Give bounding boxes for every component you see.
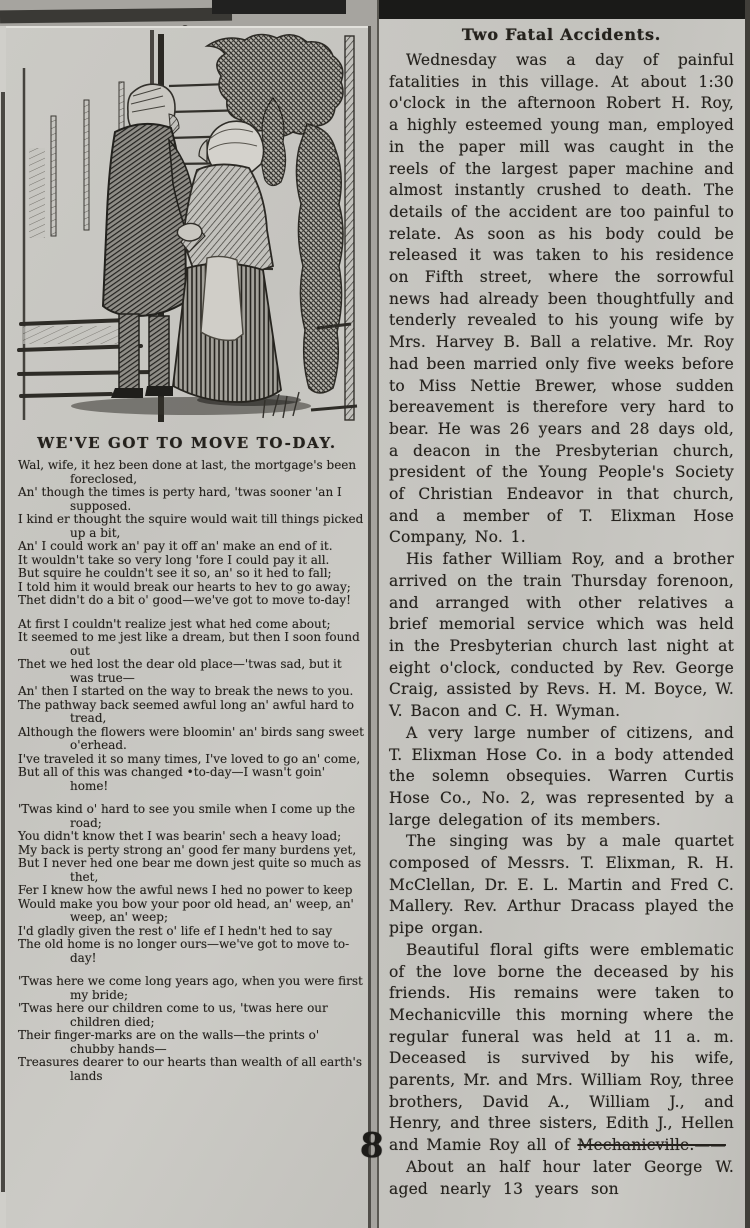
- poem-line: I've traveled it so many times, I've loved to go an' come,: [18, 751, 361, 766]
- poem-line: An' then I started on the way to break the news to you.: [18, 684, 354, 698]
- poem-line: Would make you bow your poor old head, an' weep, an' weep, an' weep;: [18, 896, 354, 924]
- poem-title: WE'VE GOT TO MOVE TO-DAY.: [37, 434, 337, 452]
- article-title: Two Fatal Accidents.: [461, 25, 662, 44]
- article-paragraph: Wednesday was a day of painful fatalities in this village. At about 1:30 o'clock in the afternoon Robert H. Roy, a highly esteemed young man, employed in the paper mill was caught in the reels of the largest paper machine and almost instantly crushed to death. The details of the accident are too painful to relate. As soon as his body could be released it was taken to his residence on Fifth street, where the sorrowful news had already been thoughtfully and tenderly revealed to his young wife by Mrs. Harvey B. Ball a relative. Mr. Roy had been married only five weeks before to Miss Nettie Brewer, whose sudden bereavement is therefore very hard to bear. He was 26 years and 28 days old, a deacon in the Presbyterian church, president of the Young People's Society of Christian Endeavor in that church, and a member of T. Elixman Hose Company, No. 1.: [389, 51, 734, 547]
- poem-line: 'Twas here we come long years ago, when you were first my bride;: [18, 974, 363, 1002]
- poem-line: Thet we hed lost the dear old place—'twas sad, but it was true—: [18, 657, 342, 685]
- left-newspaper-clipping: [6, 26, 371, 1228]
- poem-line: The old home is no longer ours—we've got to move to-day!: [18, 937, 350, 965]
- poem-line: Thet didn't do a bit o' good—we've got to move to-day!: [18, 593, 351, 607]
- article-paragraph: A very large number of citizens, and T. Elixman Hose Co. in a body attended the solemn obsequies. Warren Curtis Hose Co., No. 2, was represented by a large delegation of its members.: [389, 723, 734, 829]
- article-paragraph: His father William Roy, and a brother arrived on the train Thursday forenoon, and arranged with other relatives a brief memorial service which was held in the Presbyterian church last night at eight o'clock, conducted by Rev. George Craig, assisted by Revs. H. M. Boyce, W. V. Bacon and C. H. Wyman.: [389, 550, 734, 721]
- poem-line: But I never hed one bear me down jest quite so much as thet,: [18, 856, 362, 884]
- clipping-edge-bar: [212, 0, 346, 14]
- poem-line: It seemed to me jest like a dream, but then I soon found out: [18, 630, 360, 658]
- article-paragraph: The singing was by a male quartet composed of Messrs. T. Elixman, R. H. McClellan, Dr. E. L. Martin and Fred C. Mallery. Rev. Arthur Dracass played the pipe organ.: [389, 832, 734, 938]
- poem-line: It wouldn't take so very long 'fore I could pay it all.: [18, 552, 330, 567]
- poem-line: I kind er thought the squire would wait till things picked up a bit,: [18, 512, 364, 540]
- clipping-edge-bar: [379, 0, 745, 19]
- poem-stanza: [18, 618, 364, 794]
- poem-line: Wal, wife, it hez been done at last, the mortgage's been foreclosed,: [18, 458, 357, 486]
- poem-stanza: [18, 459, 364, 608]
- poem-line: My back is perty strong an' good fer many burdens yet,: [18, 842, 357, 857]
- poem-line: You didn't know thet I was bearin' sech a heavy load;: [18, 829, 342, 843]
- poem-line: 'Twas kind o' hard to see you smile when I come up the road;: [18, 802, 356, 830]
- article-paragraph: [389, 940, 734, 1157]
- scan-edge-line: [1, 92, 5, 1192]
- poem-line: But squire he couldn't see it so, an' so it hed to fall;: [18, 566, 332, 580]
- poem-line: An' though the times is perty hard, 'twas sooner 'an I supposed.: [18, 485, 342, 513]
- poem-line: Treasures dearer to our hearts than wealth of all earth's lands: [18, 1055, 363, 1083]
- paragraph-text: Beautiful floral gifts were emblematic of the love borne the deceased by his friends. His remains were taken to Mechanicville this morning where the regular funeral was held at 11 a. m. Deceased is survived by his wife, parents, Mr. and Mrs. William Roy, three brothers, David A., William J., and Henry, and three sisters, Edith J., Hellen and Mamie Roy all of: [389, 940, 734, 1155]
- poem-line: I'd gladly given the rest o' life ef I hedn't hed to say: [18, 923, 333, 938]
- poem-line: Although the flowers were bloomin' an' birds sang sweet o'erhead.: [18, 724, 364, 752]
- poem-body: [18, 459, 364, 1083]
- right-newspaper-clipping: [377, 0, 750, 1228]
- poem-line: At first I couldn't realize jest what hed come about;: [18, 616, 331, 631]
- gutter-numeral-artifact: 8: [358, 1125, 385, 1167]
- poem-line: Their finger-marks are on the walls—the prints o' chubby hands—: [18, 1028, 320, 1056]
- article-paragraph: About an half hour later George W. aged nearly 13 years son: [389, 1157, 734, 1198]
- poem-line: I told him it would break our hearts to hev to go away;: [18, 579, 351, 594]
- poem-line: The pathway back seemed awful long an' awful hard to tread,: [18, 697, 354, 725]
- poem-line: But all of this was changed •to-day—I wasn't goin' home!: [18, 765, 326, 793]
- poem-line: 'Twas here our children come to us, 'twas here our children died;: [18, 1001, 328, 1029]
- struck-through-text: Mechanicville.——: [577, 1136, 726, 1155]
- poem-line: Fer I knew how the awful news I hed no power to keep: [18, 883, 353, 897]
- poem-line: An' I could work an' pay it off an' make an end of it.: [18, 539, 333, 553]
- clipping-edge-bar: [0, 8, 232, 24]
- poem-stanza: [18, 975, 364, 1083]
- poem-stanza: [18, 803, 364, 965]
- article-body: [389, 25, 734, 1200]
- doorway-couple-engraving-illustration: [11, 28, 363, 428]
